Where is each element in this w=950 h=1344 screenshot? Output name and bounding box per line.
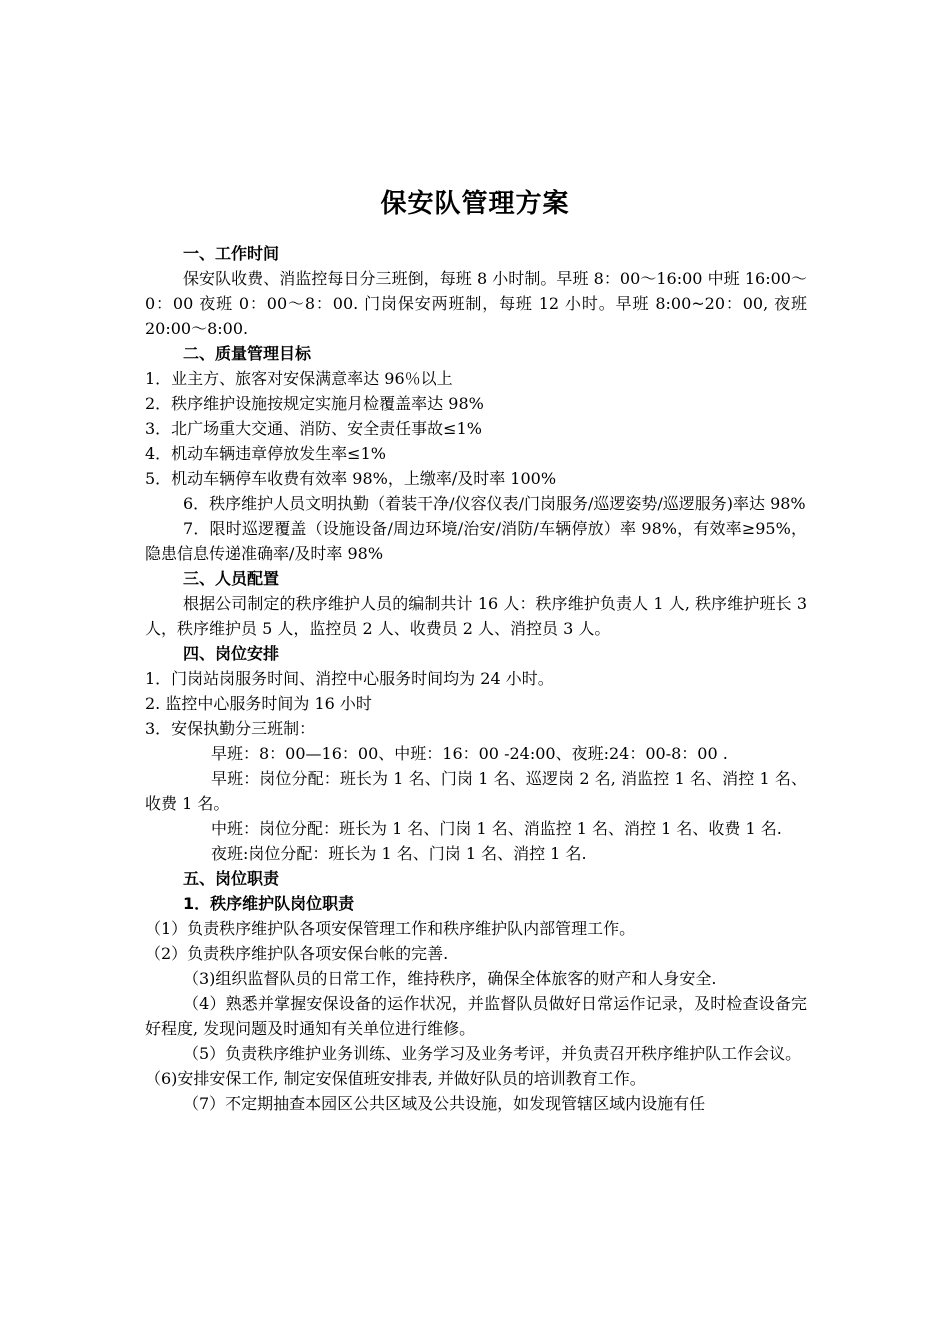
section-heading-duties: 五、岗位职责: [183, 869, 280, 888]
paragraph-staffing: 根据公司制定的秩序维护人员的编制共计 16 人：秩序维护负责人 1 人, 秩序维护班长 3 人，秩序维护员 5 人，监控员 2 人、收费员 2 人、消控员 3 人。: [145, 594, 807, 638]
list-item: 2. 监控中心服务时间为 16 小时: [145, 694, 372, 713]
document-title: 保安队管理方案: [380, 189, 570, 219]
list-item: （6)安排安保工作, 制定安保值班安排表, 并做好队员的培训教育工作。: [145, 1069, 646, 1088]
list-item: 3．北广场重大交通、消防、安全责任事故≤1%: [145, 419, 482, 438]
shift-line: 夜班:岗位分配：班长为 1 名、门岗 1 名、消控 1 名.: [211, 844, 587, 863]
shift-line: 早班：8：00—16：00、中班：16：00 -24:00、夜班:24：00-8：00 .: [211, 744, 728, 763]
list-item: （1）负责秩序维护队各项安保管理工作和秩序维护队内部管理工作。: [145, 919, 636, 938]
list-item: 1．业主方、旅客对安保满意率达 96％以上: [145, 369, 453, 388]
list-item: 1．门岗站岗服务时间、消控中心服务时间均为 24 小时。: [145, 669, 554, 688]
subsection-heading-duties: 1．秩序维护队岗位职责: [183, 894, 355, 913]
section-heading-staffing: 三、人员配置: [183, 569, 280, 588]
list-item: 3．安保执勤分三班制：: [145, 719, 316, 738]
list-item: （4）熟悉并掌握安保设备的运作状况，并监督队员做好日常运作记录，及时检查设备完好程度, 发现问题及时通知有关单位进行维修。: [145, 994, 807, 1038]
section-heading-work-hours: 一、工作时间: [183, 244, 280, 263]
list-item: 5．机动车辆停车收费有效率 98%，上缴率/及时率 100%: [145, 469, 557, 488]
list-item: （2）负责秩序维护队各项安保台帐的完善.: [145, 944, 449, 963]
list-item: （5）负责秩序维护业务训练、业务学习及业务考评，并负责召开秩序维护队工作会议。: [183, 1044, 802, 1063]
list-item: （7）不定期抽查本园区公共区域及公共设施，如发现管辖区域内设施有任: [183, 1094, 706, 1113]
section-heading-quality-goals: 二、质量管理目标: [183, 344, 312, 363]
list-item: 4．机动车辆违章停放发生率≤1%: [145, 444, 386, 463]
list-item: 7．限时巡逻覆盖（设施设备/周边环境/治安/消防/车辆停放）率 98%，有效率≥95%，隐患信息传递准确率/及时率 98%: [145, 519, 807, 563]
paragraph-work-hours: 保安队收费、消监控每日分三班倒，每班 8 小时制。早班 8：00～16:00 中班 16:00～0：00 夜班 0：00～8：00. 门岗保安两班制，每班 12 小时。早班 8:00~20：00, 夜班 20:00～8:00.: [145, 269, 807, 338]
section-heading-post-arrangement: 四、岗位安排: [183, 644, 280, 663]
list-item: （3)组织监督队员的日常工作，维持秩序，确保全体旅客的财产和人身安全.: [183, 969, 717, 988]
shift-line: 中班：岗位分配：班长为 1 名、门岗 1 名、消监控 1 名、消控 1 名、收费 1 名.: [211, 819, 782, 838]
shift-line: 早班：岗位分配：班长为 1 名、门岗 1 名、巡逻岗 2 名, 消监控 1 名、消控 1 名、收费 1 名。: [145, 769, 807, 813]
list-item: 2．秩序维护设施按规定实施月检覆盖率达 98%: [145, 394, 484, 413]
document-body: [145, 241, 807, 1116]
list-item: 6．秩序维护人员文明执勤（着装干净/仪容仪表/门岗服务/巡逻姿势/巡逻服务)率达 98%: [183, 494, 806, 513]
